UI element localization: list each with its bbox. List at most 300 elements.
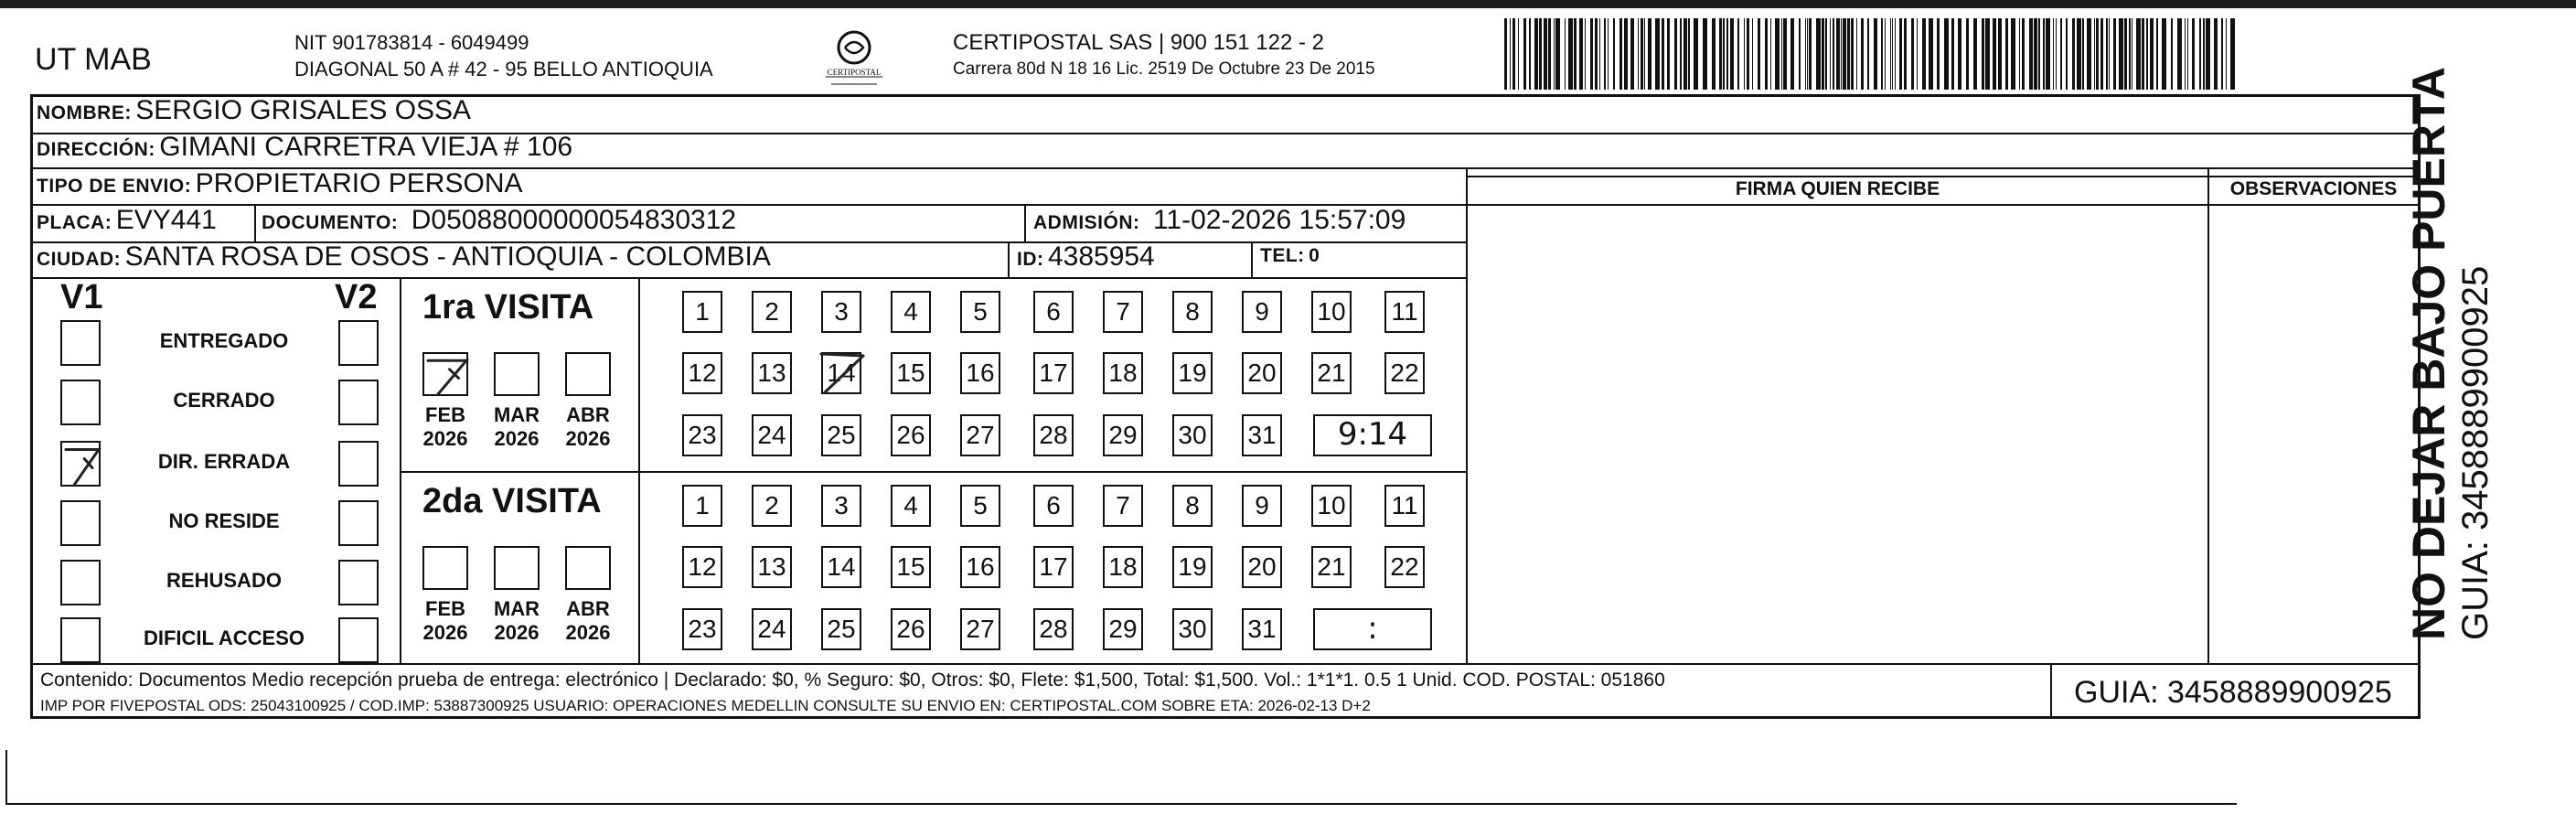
day-box-30[interactable]: 30 xyxy=(1172,608,1213,650)
day-box-21[interactable]: 21 xyxy=(1311,546,1352,588)
courier-license: Carrera 80d N 18 16 Lic. 2519 De Octubre 23 De 2015 xyxy=(953,59,1375,79)
barcode-bar xyxy=(1674,18,1677,90)
day-box-26[interactable]: 26 xyxy=(891,608,931,650)
day-box-13[interactable]: 13 xyxy=(752,546,792,588)
month-name: FEB xyxy=(425,597,465,620)
barcode-bar xyxy=(2177,18,2182,90)
barcode-bar xyxy=(1539,18,1542,90)
barcode-bar xyxy=(1712,18,1716,90)
barcode-bar xyxy=(1737,18,1739,90)
barcode-bar xyxy=(1885,18,1886,90)
barcode-bar xyxy=(1874,18,1877,90)
nombre-label: NOMBRE: xyxy=(37,102,132,123)
day-box-30[interactable]: 30 xyxy=(1172,414,1213,456)
ciudad-value: SANTA ROSA DE OSOS - ANTIOQUIA - COLOMBIA xyxy=(124,241,771,272)
day-box-4[interactable]: 4 xyxy=(891,291,931,333)
barcode-bar xyxy=(1807,18,1808,90)
status-label: REHUSADO xyxy=(166,569,282,592)
documento-label: DOCUMENTO: xyxy=(262,212,399,233)
sender-address: DIAGONAL 50 A # 42 - 95 BELLO ANTIOQUIA xyxy=(294,58,713,80)
day-box-2[interactable]: 2 xyxy=(752,291,792,333)
imp-line: IMP POR FIVEPOSTAL ODS: 25043100925 / COD.IMP: 53887300925 USUARIO: OPERACIONES MEDELLIN CONSULTE SU ENVIO EN: CERTIPOSTAL.COM SOBRE ETA: 2026-02-13 D+2 xyxy=(40,697,1371,714)
barcode-bar xyxy=(2022,18,2025,90)
v1-status-checkbox[interactable] xyxy=(60,617,101,663)
month-label xyxy=(558,403,618,451)
day-box-5[interactable]: 5 xyxy=(960,485,1000,527)
day-box-10[interactable]: 10 xyxy=(1311,485,1352,527)
status-label: DIR. ERRADA xyxy=(157,450,291,473)
barcode-bar xyxy=(1895,18,1896,90)
barcode-bar xyxy=(1568,18,1573,90)
barcode-bar xyxy=(1624,18,1628,90)
tipo-envio-row xyxy=(37,168,523,199)
day-box-29[interactable]: 29 xyxy=(1103,608,1143,650)
barcode-bar xyxy=(1512,18,1515,90)
barcode-bar xyxy=(1985,18,1990,90)
day-box-18[interactable]: 18 xyxy=(1103,546,1143,588)
barcode-bar xyxy=(1781,18,1782,90)
barcode-bar xyxy=(1703,18,1707,90)
day-box-1[interactable]: 1 xyxy=(682,485,722,527)
day-box-11[interactable]: 11 xyxy=(1384,291,1425,333)
barcode-bar xyxy=(1783,18,1787,90)
nombre-value: SERGIO GRISALES OSSA xyxy=(135,95,472,125)
side-guia: GUIA: 3458889900925 xyxy=(2455,265,2496,640)
tipo-envio-value: PROPIETARIO PERSONA xyxy=(195,168,523,198)
barcode-bar xyxy=(2226,18,2227,90)
barcode-bar xyxy=(2046,18,2050,90)
barcode-bar xyxy=(1630,18,1634,90)
barcode-bar xyxy=(1662,18,1664,90)
barcode-bar xyxy=(2156,18,2158,90)
nombre-row xyxy=(37,95,471,126)
no-dejar-notice: NO DEJAR BAJO PUERTA xyxy=(2403,67,2454,640)
barcode-bar xyxy=(1574,18,1577,90)
barcode-bar xyxy=(2053,18,2054,90)
barcode-bar xyxy=(2087,18,2091,90)
month-checkbox-mar[interactable] xyxy=(494,546,540,590)
footer-line xyxy=(30,663,2421,665)
day-box-12[interactable]: 12 xyxy=(682,352,722,394)
day-box-7[interactable]: 7 xyxy=(1103,485,1143,527)
barcode-bar xyxy=(2011,18,2015,90)
direccion-row xyxy=(37,132,572,163)
barcode-bar xyxy=(1775,18,1780,90)
day-box-27[interactable]: 27 xyxy=(960,414,1000,456)
barcode-bar xyxy=(1841,18,1842,90)
barcode-bar xyxy=(1982,18,1984,90)
barcode-bar xyxy=(1833,18,1834,90)
cell-divider xyxy=(1251,241,1253,277)
admision-label: ADMISIÓN: xyxy=(1033,212,1140,233)
day-box-26[interactable]: 26 xyxy=(891,414,931,456)
barcode-bar xyxy=(1758,18,1760,90)
barcode-bar xyxy=(1973,18,1977,90)
barcode-bar xyxy=(1847,18,1850,90)
barcode-bar xyxy=(2230,18,2235,90)
day-box-22[interactable]: 22 xyxy=(1384,352,1425,394)
day-box-5[interactable]: 5 xyxy=(960,291,1000,333)
day-box-31[interactable]: 31 xyxy=(1242,414,1282,456)
barcode-bar xyxy=(1608,18,1609,90)
barcode-bar xyxy=(2185,18,2186,90)
day-box-29[interactable]: 29 xyxy=(1103,414,1143,456)
day-box-10[interactable]: 10 xyxy=(1311,291,1352,333)
barcode-bar xyxy=(2056,18,2057,90)
barcode-bar xyxy=(2136,18,2141,90)
barcode-bar xyxy=(1843,18,1846,90)
tel-label: TEL: xyxy=(1260,245,1305,266)
v1-status-checkbox[interactable] xyxy=(60,380,101,425)
month-checkbox-abr[interactable] xyxy=(565,352,611,396)
barcode-bar xyxy=(2146,18,2148,90)
barcode-bar xyxy=(1510,18,1511,90)
scan-edge-left xyxy=(5,750,7,805)
day-box-8[interactable]: 8 xyxy=(1172,485,1213,527)
day-box-14[interactable]: 14 xyxy=(821,352,861,394)
admision-value: 11-02-2026 15:57:09 xyxy=(1152,205,1406,235)
cell-divider xyxy=(1024,204,1026,241)
day-box-27[interactable]: 27 xyxy=(960,608,1000,650)
certipostal-logo xyxy=(818,27,890,91)
barcode-bar xyxy=(1890,18,1891,90)
month-name: MAR xyxy=(493,597,540,620)
top-edge-bar xyxy=(0,0,2576,8)
month-year: 2026 xyxy=(494,621,540,644)
months-days-divider xyxy=(638,277,640,663)
month-year: 2026 xyxy=(494,427,540,450)
contenido-line: Contenido: Documentos Medio recepción prueba de entrega: electrónico | Declarado: $0, % Seguro: $0, Otros: $0, Flete: $1,500, Total: $1,500. Vol.: 1*1*1. 0.5 1 Unid. COD. POSTAL: 051860 xyxy=(40,669,1665,691)
barcode-bar xyxy=(1619,18,1622,90)
day-box-14[interactable]: 14 xyxy=(821,546,861,588)
month-label xyxy=(415,403,476,451)
v1-label: V1 xyxy=(60,278,103,316)
barcode-bar xyxy=(1613,18,1615,90)
status-label: NO RESIDE xyxy=(168,509,280,532)
barcode-bar xyxy=(2005,18,2008,90)
barcode xyxy=(1504,18,2236,90)
row-line xyxy=(30,277,1466,279)
barcode-bar xyxy=(1534,18,1538,90)
barcode-bar xyxy=(2094,18,2095,90)
barcode-bar xyxy=(1911,18,1914,90)
barcode-bar xyxy=(1937,18,1940,90)
day-box-23[interactable]: 23 xyxy=(682,414,722,456)
barcode-bar xyxy=(1719,18,1722,90)
day-box-20[interactable]: 20 xyxy=(1242,546,1282,588)
month-year: 2026 xyxy=(565,621,611,644)
barcode-bar xyxy=(2221,18,2223,90)
tel-cell xyxy=(1260,245,1320,267)
day-box-9[interactable]: 9 xyxy=(1242,291,1282,333)
barcode-bar xyxy=(2162,18,2166,90)
barcode-bar xyxy=(1993,18,1996,90)
sender-name: UT MAB xyxy=(35,42,152,77)
handwritten-check-mark xyxy=(424,354,470,398)
day-box-17[interactable]: 17 xyxy=(1033,546,1074,588)
day-box-21[interactable]: 21 xyxy=(1311,352,1352,394)
day-box-24[interactable]: 24 xyxy=(752,414,792,456)
barcode-bar xyxy=(1548,18,1551,90)
barcode-bar xyxy=(1809,18,1812,90)
barcode-bar xyxy=(1655,18,1660,90)
barcode-bar xyxy=(1604,18,1606,90)
day-box-16[interactable]: 16 xyxy=(960,352,1000,394)
barcode-bar xyxy=(2171,18,2173,90)
barcode-bar xyxy=(2124,18,2127,90)
documento-value: D05088000000054830312 xyxy=(411,205,737,235)
direccion-value: GIMANI CARRETRA VIEJA # 106 xyxy=(159,132,573,162)
status-label: ENTREGADO xyxy=(159,329,289,352)
firma-heading: FIRMA QUIEN RECIBE xyxy=(1735,178,1940,199)
ciudad-cell xyxy=(37,241,771,273)
placa-value: EVY441 xyxy=(115,205,217,235)
barcode-bar xyxy=(2142,18,2144,90)
day-box-20[interactable]: 20 xyxy=(1242,352,1282,394)
day-cross-mark xyxy=(814,347,869,398)
month-label xyxy=(558,597,618,645)
month-label xyxy=(486,403,547,451)
day-box-24[interactable]: 24 xyxy=(752,608,792,650)
day-box-19[interactable]: 19 xyxy=(1172,546,1213,588)
v2-label: V2 xyxy=(335,278,378,316)
v1-status-checkbox[interactable] xyxy=(60,500,101,546)
barcode-bar xyxy=(1917,18,1918,90)
barcode-bar xyxy=(2113,18,2116,90)
barcode-bar xyxy=(1770,18,1771,90)
status-label: DIFICIL ACCESO xyxy=(143,627,305,649)
v1-status-checkbox[interactable] xyxy=(60,441,101,487)
barcode-bar xyxy=(1892,18,1893,90)
day-box-15[interactable]: 15 xyxy=(891,352,931,394)
barcode-bar xyxy=(1565,18,1566,90)
barcode-bar xyxy=(1822,18,1824,90)
barcode-bar xyxy=(2106,18,2108,90)
observaciones-heading: OBSERVACIONES xyxy=(2229,178,2398,199)
month-checkbox-mar[interactable] xyxy=(494,352,540,396)
footer-guia: GUIA: 3458889900925 xyxy=(2074,675,2392,710)
logo-text: CERTIPOSTAL xyxy=(827,68,882,77)
day-box-9[interactable]: 9 xyxy=(1242,485,1282,527)
barcode-bar xyxy=(1825,18,1827,90)
month-name: ABR xyxy=(566,403,610,426)
barcode-bar xyxy=(1966,18,1969,90)
ciudad-label: CIUDAD: xyxy=(37,249,122,270)
barcode-bar xyxy=(1518,18,1519,90)
visit-divider xyxy=(400,471,1466,473)
column-head-line xyxy=(1466,176,2421,177)
footer-guia-line xyxy=(2050,663,2052,719)
documento-cell xyxy=(262,205,736,236)
day-box-6[interactable]: 6 xyxy=(1033,485,1074,527)
barcode-bar xyxy=(1599,18,1600,90)
day-box-23[interactable]: 23 xyxy=(682,608,722,650)
barcode-bar xyxy=(1836,18,1840,90)
month-name: ABR xyxy=(566,597,610,620)
day-box-25[interactable]: 25 xyxy=(821,414,861,456)
day-box-2[interactable]: 2 xyxy=(752,485,792,527)
status-visit-divider xyxy=(400,277,401,663)
barcode-bar xyxy=(2214,18,2218,90)
day-box-17[interactable]: 17 xyxy=(1033,352,1074,394)
barcode-bar xyxy=(1667,18,1670,90)
day-box-15[interactable]: 15 xyxy=(891,546,931,588)
visit-title: 1ra VISITA xyxy=(422,288,594,327)
barcode-bar xyxy=(1790,18,1794,90)
v2-status-checkbox[interactable] xyxy=(338,320,379,366)
barcode-bar xyxy=(1638,18,1639,90)
barcode-bar xyxy=(2066,18,2068,90)
barcode-bar xyxy=(1641,18,1643,90)
placa-label: PLACA: xyxy=(37,212,112,233)
month-label xyxy=(486,597,547,645)
month-label xyxy=(415,597,476,645)
day-box-28[interactable]: 28 xyxy=(1033,414,1074,456)
barcode-bar xyxy=(1998,18,2002,90)
barcode-bar xyxy=(1579,18,1583,90)
v2-status-checkbox[interactable] xyxy=(338,560,379,605)
barcode-bar xyxy=(1752,18,1753,90)
day-box-8[interactable]: 8 xyxy=(1172,291,1213,333)
barcode-bar xyxy=(2199,18,2201,90)
cell-divider xyxy=(1008,241,1010,277)
admision-cell xyxy=(1033,205,1406,236)
barcode-bar xyxy=(2109,18,2110,90)
barcode-bar xyxy=(1951,18,1954,90)
barcode-bar xyxy=(2029,18,2033,90)
id-cell xyxy=(1017,241,1155,273)
barcode-bar xyxy=(2192,18,2195,90)
barcode-bar xyxy=(1644,18,1645,90)
cell-divider xyxy=(254,204,256,241)
barcode-bar xyxy=(1554,18,1555,90)
v1-status-checkbox[interactable] xyxy=(60,320,101,366)
day-box-11[interactable]: 11 xyxy=(1384,485,1425,527)
barcode-bar xyxy=(1590,18,1593,90)
barcode-bar xyxy=(2060,18,2062,90)
barcode-bar xyxy=(2082,18,2084,90)
v2-status-checkbox[interactable] xyxy=(338,380,379,425)
barcode-bar xyxy=(1922,18,1926,90)
barcode-bar xyxy=(2038,18,2040,90)
side-vertical-text xyxy=(2403,67,2496,640)
barcode-bar xyxy=(1595,18,1598,90)
barcode-bar xyxy=(1816,18,1821,90)
visit-title: 2da VISITA xyxy=(422,482,602,520)
barcode-bar xyxy=(1856,18,1857,90)
sender-info xyxy=(294,29,713,82)
day-box-18[interactable]: 18 xyxy=(1103,352,1143,394)
courier-name: CERTIPOSTAL SAS | 900 151 122 - 2 xyxy=(953,30,1324,55)
barcode-bar xyxy=(1799,18,1801,90)
day-box-31[interactable]: 31 xyxy=(1242,608,1282,650)
month-year: 2026 xyxy=(565,427,611,450)
barcode-bar xyxy=(1555,18,1560,90)
month-checkbox-feb[interactable] xyxy=(422,352,468,396)
barcode-bar xyxy=(1680,18,1682,90)
v2-status-checkbox[interactable] xyxy=(338,617,379,663)
courier-info xyxy=(953,29,1375,82)
barcode-bar xyxy=(1830,18,1831,90)
barcode-bar xyxy=(1747,18,1749,90)
barcode-bar xyxy=(1688,18,1690,90)
day-box-3[interactable]: 3 xyxy=(821,485,861,527)
barcode-bar xyxy=(1958,18,1961,90)
barcode-bar xyxy=(2096,18,2099,90)
month-year: 2026 xyxy=(422,427,468,450)
visit-time-field[interactable]: : xyxy=(1313,608,1432,650)
day-box-3[interactable]: 3 xyxy=(821,291,861,333)
visit-time-field[interactable]: 9:14 xyxy=(1313,414,1432,456)
month-name: MAR xyxy=(493,403,540,426)
barcode-bar xyxy=(1861,18,1864,90)
day-box-4[interactable]: 4 xyxy=(891,485,931,527)
month-year: 2026 xyxy=(422,621,468,644)
barcode-bar xyxy=(1523,18,1526,90)
barcode-bar xyxy=(1881,18,1883,90)
barcode-bar xyxy=(1929,18,1933,90)
barcode-bar xyxy=(1529,18,1531,90)
row-line xyxy=(1466,204,2421,206)
month-name: FEB xyxy=(425,403,465,426)
barcode-bar xyxy=(2072,18,2075,90)
day-box-25[interactable]: 25 xyxy=(821,608,861,650)
scan-edge-bottom xyxy=(5,803,2237,805)
barcode-bar xyxy=(1544,18,1547,90)
day-box-12[interactable]: 12 xyxy=(682,546,722,588)
barcode-bar xyxy=(1726,18,1728,90)
barcode-bar xyxy=(1904,18,1907,90)
barcode-bar xyxy=(1899,18,1902,90)
day-box-19[interactable]: 19 xyxy=(1172,352,1213,394)
v2-status-checkbox[interactable] xyxy=(338,441,379,487)
firma-column-line xyxy=(1466,167,1468,663)
v1-status-checkbox[interactable] xyxy=(60,560,101,605)
barcode-bar xyxy=(2129,18,2131,90)
day-box-16[interactable]: 16 xyxy=(960,546,1000,588)
barcode-bar xyxy=(2119,18,2123,90)
barcode-bar xyxy=(1867,18,1869,90)
barcode-bar xyxy=(1648,18,1651,90)
barcode-bar xyxy=(2034,18,2037,90)
sender-nit: NIT 901783814 - 6049499 xyxy=(294,31,529,54)
day-box-13[interactable]: 13 xyxy=(752,352,792,394)
day-box-7[interactable]: 7 xyxy=(1103,291,1143,333)
barcode-bar xyxy=(1694,18,1698,90)
observaciones-column-line xyxy=(2207,167,2209,663)
day-box-22[interactable]: 22 xyxy=(1384,546,1425,588)
day-box-28[interactable]: 28 xyxy=(1033,608,1074,650)
month-checkbox-abr[interactable] xyxy=(565,546,611,590)
barcode-bar xyxy=(2100,18,2103,90)
barcode-bar xyxy=(1683,18,1687,90)
v2-status-checkbox[interactable] xyxy=(338,500,379,546)
barcode-bar xyxy=(1805,18,1806,90)
barcode-bar xyxy=(2077,18,2081,90)
status-label: CERRADO xyxy=(173,389,275,412)
placa-cell xyxy=(37,205,217,236)
day-box-6[interactable]: 6 xyxy=(1033,291,1074,333)
id-label: ID: xyxy=(1017,249,1044,270)
direccion-label: DIRECCIÓN: xyxy=(37,139,155,160)
barcode-bar xyxy=(1944,18,1949,90)
day-box-1[interactable]: 1 xyxy=(682,291,722,333)
barcode-bar xyxy=(2187,18,2188,90)
month-checkbox-feb[interactable] xyxy=(422,546,468,590)
barcode-bar xyxy=(1730,18,1734,90)
barcode-bar xyxy=(1744,18,1745,90)
barcode-bar xyxy=(1585,18,1586,90)
